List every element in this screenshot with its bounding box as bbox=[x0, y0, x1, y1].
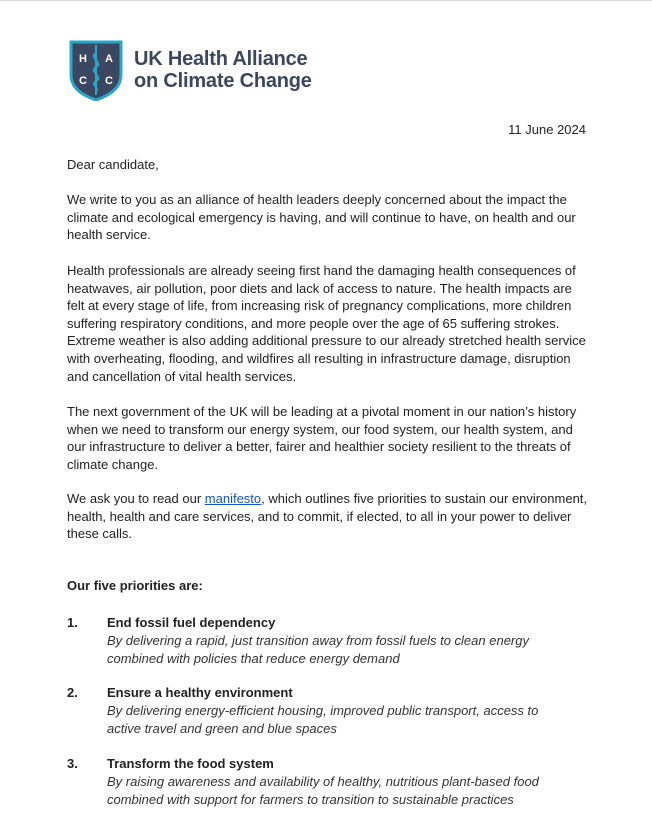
priority-title: End fossil fuel dependency bbox=[107, 615, 276, 630]
priority-title: Transform the food system bbox=[107, 756, 274, 771]
logo-letter-a: A bbox=[105, 53, 113, 65]
priority-title: Ensure a healthy environment bbox=[107, 685, 293, 700]
paragraph-4-start: We ask you to read our bbox=[67, 491, 205, 506]
priority-description: By delivering energy-efficient housing, improved public transport, access to active travel and green and blue spaces bbox=[107, 703, 539, 736]
paragraph-4-end: , which outlines five priorities to sustain our environment, health, health and care services, and to commit, if elected, to all in your power to deliver these calls. bbox=[67, 491, 588, 542]
paragraph-2: Health professionals are already seeing first hand the damaging health consequences of heatwaves, air pollution, poor diets and lack of access to nature. The health impacts are felt at every stage of life, from increasing risk of pregnancy complications, more children suffering respiratory conditions, and more people over the age of 65 suffering strokes. Extreme weather is also adding additional pressure to our already stretched health service with overheating, flooding, and wildfires all resulting in infrastructure damage, disruption and cancellation of vital health services. bbox=[67, 263, 586, 384]
ukhacc-logo bbox=[68, 39, 312, 101]
logo-letter-c1: C bbox=[79, 75, 87, 87]
paragraph-4 bbox=[67, 490, 592, 543]
manifesto-link[interactable]: manifesto bbox=[204, 491, 262, 506]
logo-letter-h: H bbox=[79, 53, 87, 65]
priority-number: 3. bbox=[67, 756, 78, 771]
org-name-line1: UK Health Alliance bbox=[134, 48, 308, 70]
paragraph-3: The next government of the UK will be leading at a pivotal moment in our nation’s history when we need to transform our energy system, our food system, our health system, and our infrastructure to deliver a better, fairer and healthier society resilient to the threats of climate change. bbox=[67, 404, 577, 472]
org-name-line2: on Climate Change bbox=[134, 70, 312, 92]
logo-letter-c2: C bbox=[105, 75, 113, 87]
priority-description: By raising awareness and availability of healthy, nutritious plant-based food combined with support for farmers to transition to sustainable practices bbox=[107, 774, 539, 807]
priorities-heading: Our five priorities are: bbox=[67, 578, 203, 593]
priority-number: 1. bbox=[67, 615, 78, 630]
priority-description: By delivering a rapid, just transition away from fossil fuels to clean energy combined with policies that reduce energy demand bbox=[107, 633, 529, 666]
org-name bbox=[134, 48, 312, 92]
paragraph-1: We write to you as an alliance of health leaders deeply concerned about the impact the climate and ecological emergency is having, and will continue to have, on health and our health service. bbox=[67, 192, 576, 243]
priority-number: 2. bbox=[67, 685, 78, 700]
letter-date: 11 June 2024 bbox=[508, 122, 586, 137]
shield-logo-icon bbox=[68, 39, 124, 101]
salutation: Dear candidate, bbox=[67, 157, 159, 172]
